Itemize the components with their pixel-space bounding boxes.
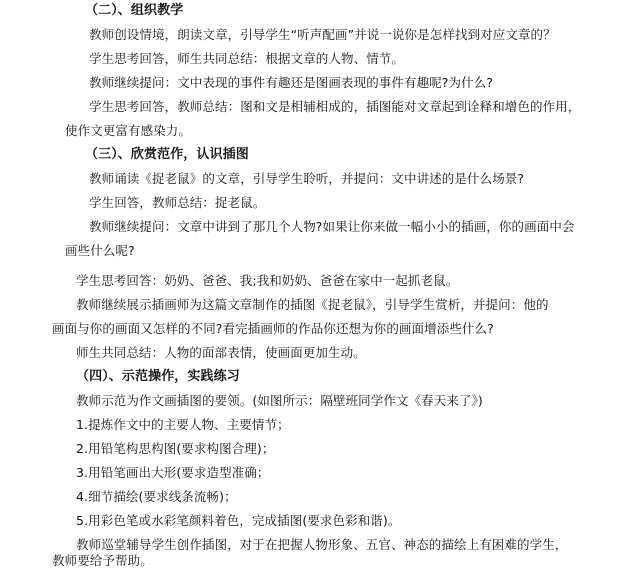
list-item: 3.用铅笔画出大形(要求造型准确；	[76, 465, 270, 480]
paragraph-line: 教师创设情境，朗读文章，引导学生“听声配画”并说一说你是怎样找到对应文章的？	[89, 27, 556, 42]
section-heading-3: （三）、欣赏范作，认识插图	[85, 147, 249, 162]
paragraph-line: 教师诵读《捉老鼠》的文章，引导学生聆听，并提问：文中讲述的是什么场景?	[89, 171, 525, 186]
paragraph-line: 教师继续提问：文中表现的事件有趣还是图画表现的事件有趣呢?为什么?	[89, 75, 494, 90]
paragraph-line: 师生共同总结：人物的面部表情，使画面更加生动。	[76, 345, 366, 360]
paragraph-line: 教师要给予帮助。	[52, 553, 153, 568]
paragraph-line: 教师示范为作文画插图的要领。(如图所示：隔壁班同学作文《春天来了》)	[76, 393, 483, 408]
section-heading-4: （四）、示范操作，实践练习	[76, 369, 240, 384]
paragraph-line: 教师继续提问：文章中讲到了那几个人物?如果让你来做一幅小小的插画，你的画面中会	[89, 219, 575, 234]
paragraph-line: 学生思考回答：奶奶、爸爸、我;我和奶奶、爸爸在家中一起抓老鼠。	[76, 273, 459, 288]
paragraph-line: 教师巡堂辅导学生创作插图，对于在把握人物形象、五官、神态的描绘上有困难的学生，	[76, 537, 568, 552]
paragraph-line: 学生思考回答，师生共同总结：根据文章的人物、情节。	[89, 51, 405, 66]
paragraph-line: 学生思考回答，教师总结：图和文是相辅相成的，插图能对文章起到诠释和增色的作用，	[89, 99, 581, 114]
paragraph-line: 学生回答，教师总结：捉老鼠。	[89, 195, 266, 210]
list-item: 4.细节描绘(要求线条流畅)；	[76, 489, 237, 504]
list-item: 5.用彩色笔或水彩笔颜料着色，完成插图(要求色彩和谐)。	[76, 513, 401, 528]
list-item: 2.用铅笔构思构图(要求构图合理)；	[76, 441, 275, 456]
section-heading-2: （二）、组织教学	[85, 3, 184, 18]
paragraph-line: 教师继续展示插画师为这篇文章制作的插图《捉老鼠》，引导学生赏析，并提问：他的	[76, 297, 549, 312]
paragraph-line: 画些什么呢?	[65, 243, 135, 258]
paragraph-line: 使作文更富有感染力。	[65, 123, 192, 138]
paragraph-line: 画面与你的画面又怎样的不同?看完插画师的作品你还想为你的画面增添些什么?	[52, 321, 494, 336]
list-item: 1.提炼作文中的主要人物、主要情节；	[76, 417, 290, 432]
